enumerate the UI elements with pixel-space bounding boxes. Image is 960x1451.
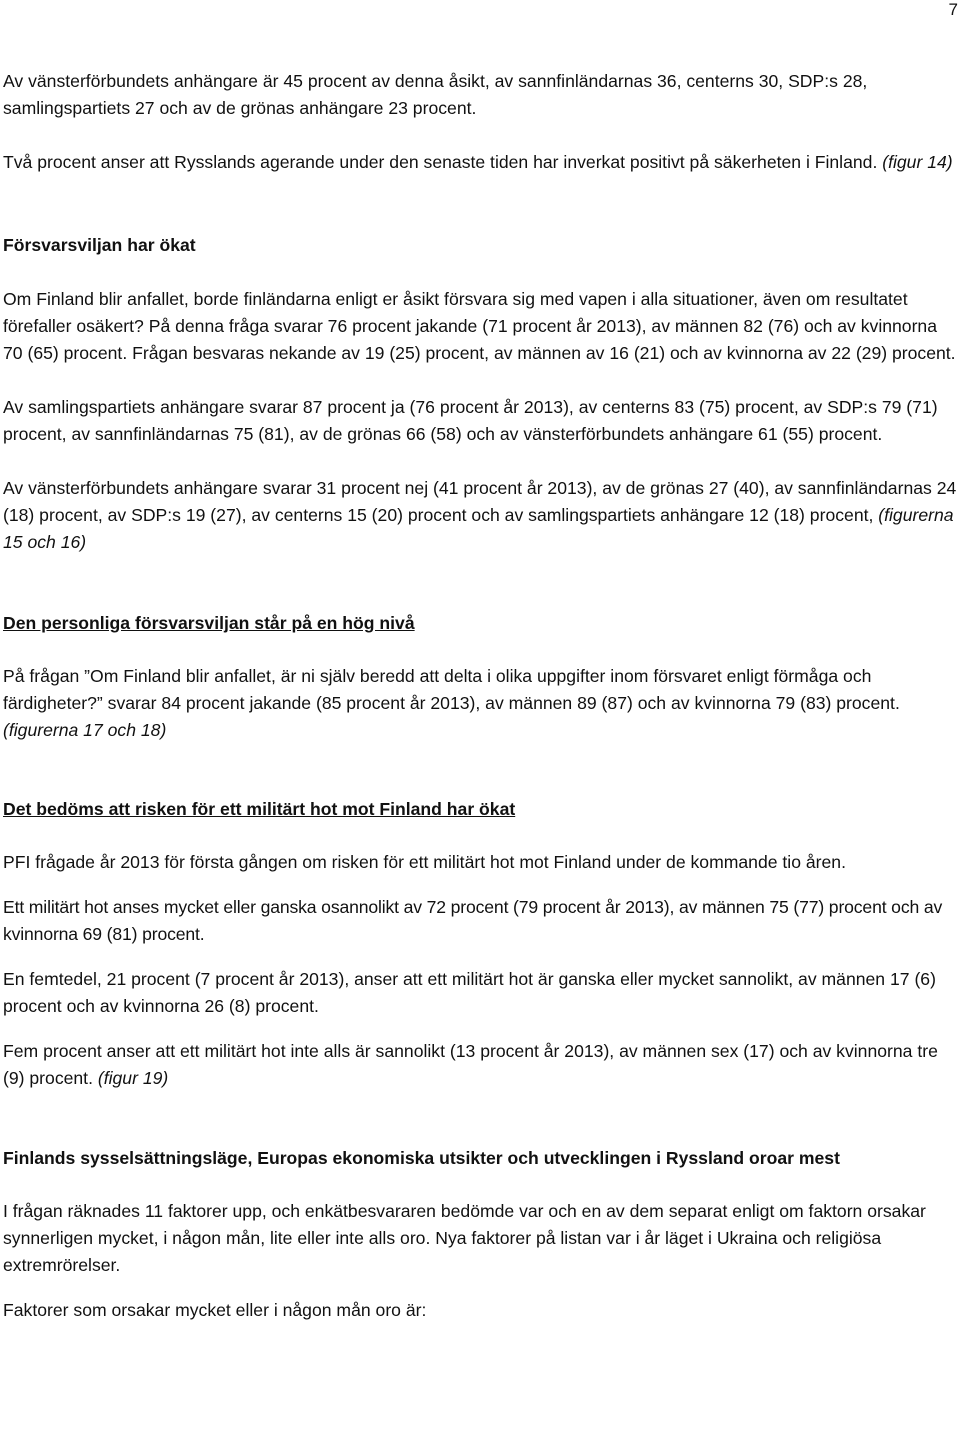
heading-military-threat: Det bedöms att risken för ett militärt hot mot Finland har ökat (3, 799, 516, 819)
figure-reference: (figurerna 15 och 16) (3, 505, 954, 552)
paragraph-russia-effect: Två procent anser att Rysslands agerande under den senaste tiden har inverkat positivt på säkerheten i Finland. (figur 14) (3, 152, 953, 172)
figure-reference: (figur 14) (882, 152, 953, 172)
paragraph-threat-not-at-all: Fem procent anser att ett militärt hot inte alls är sannolikt (13 procent år 2013), av männen sex (17) och av kvinnorna tre (9) procent. (figur 19) (3, 1041, 938, 1088)
page-number: 7 (948, 0, 958, 19)
heading-defence-will: Försvarsviljan har ökat (3, 235, 196, 255)
paragraph-personal-participation: På frågan ”Om Finland blir anfallet, är ni själv beredd att delta i olika uppgifter inom försvaret enligt förmåga och färdigheter?” svarar 84 procent jakande (85 procent år 2013), av männen 89 (87) och av kvinnorna 79 (83) procent. (figurerna 17 och 18) (3, 666, 900, 740)
paragraph-threat-unlikely: Ett militärt hot anses mycket eller ganska osannolikt av 72 procent (79 procent år 2013), av männen 75 (77) procent och av kvinnorna 69 (81) procent. (3, 897, 943, 944)
paragraph-eleven-factors: I frågan räknades 11 faktorer upp, och enkätbesvararen bedömde var och en av dem separat enligt om faktorn orsakar synnerligen mycket, i någon mån, lite eller inte alls oro. Nya faktorer på listan var i år läget i Ukraina och religiösa extremrörelser. (3, 1201, 926, 1275)
paragraph-yes-by-party: Av samlingspartiets anhängare svarar 87 procent ja (76 procent år 2013), av centerns 83 (75) procent, av SDP:s 79 (71) procent, av sannfinländarnas 75 (81), av de grönas 66 (58) och av vänsterförbundets anhängare 61 (55) procent. (3, 397, 938, 444)
paragraph-armed-defence: Om Finland blir anfallet, borde finländarna enligt er åsikt försvara sig med vapen i alla situationer, även om resultatet förefaller osäkert? På denna fråga svarar 76 procent jakande (71 procent år 2013), av männen 82 (76) och av kvinnorna 70 (65) procent. Frågan besvaras nekande av 19 (25) procent, av männen av 16 (21) och av kvinnorna av 22 (29) procent. (3, 289, 956, 363)
document-body (3, 68, 957, 1324)
paragraph-party-opinions: Av vänsterförbundets anhängare är 45 procent av denna åsikt, av sannfinländarnas 36, centerns 30, SDP:s 28, samlingspartiets 27 och av de grönas anhängare 23 procent. (3, 71, 868, 118)
heading-concerns: Finlands sysselsättningsläge, Europas ekonomiska utsikter och utvecklingen i Ryssland oroar mest (3, 1148, 840, 1168)
paragraph-no-by-party: Av vänsterförbundets anhängare svarar 31 procent nej (41 procent år 2013), av de grönas 27 (40), av sannfinländarnas 24 (18) procent, av SDP:s 19 (27), av centerns 15 (20) procent och av samlingspartiets anhängare 12 (18) procent, (figurerna 15 och 16) (3, 478, 957, 552)
paragraph-pfi-question: PFI frågade år 2013 för första gången om risken för ett militärt hot mot Finland under de kommande tio åren. (3, 852, 846, 872)
heading-personal-defence-will: Den personliga försvarsviljan står på en hög nivå (3, 613, 415, 633)
paragraph-threat-likely: En femtedel, 21 procent (7 procent år 2013), anser att ett militärt hot är ganska eller mycket sannolikt, av männen 17 (6) procent och av kvinnorna 26 (8) procent. (3, 969, 936, 1016)
figure-reference: (figurerna 17 och 18) (3, 720, 167, 740)
figure-reference: (figur 19) (97, 1068, 169, 1088)
paragraph-factors-intro: Faktorer som orsakar mycket eller i någon mån oro är: (3, 1300, 427, 1320)
